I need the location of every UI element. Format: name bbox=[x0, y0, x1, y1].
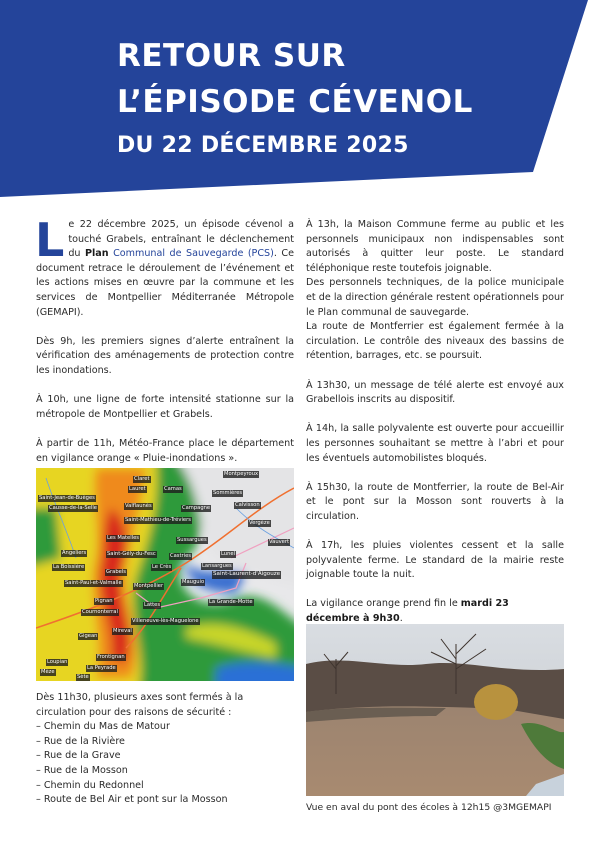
map-label: Mauguio bbox=[182, 579, 205, 585]
map-label: Mireval bbox=[113, 628, 132, 634]
paragraph-13h30: À 13h30, un message de télé alerte est envoyé aux Grabellois inscrits au dispositif. bbox=[306, 379, 564, 406]
paragraph-13h-road: La route de Montferrier est également fermée à la circulation. Le contrôle des niveaux des bassins de rétention, barrages, etc. se poursuit. bbox=[306, 321, 564, 362]
rain-radar-map bbox=[36, 468, 294, 681]
intro-paragraph: Le 22 décembre 2025, un épisode cévenol a touché Grabels, entraînant le déclenchement du Plan Communal de Sauvegarde (PCS). Ce document retrace le déroulement de l’événement et les actions mises en œuvre par la commune et les services de Montpellier Méditerranée Métropole (GEMAPI). bbox=[35, 213, 294, 318]
paragraph-15h30: À 15h30, la route de Montferrier, la route de Bel-Air et le pont sur la Mosson sont rouverts à la circulation. bbox=[306, 481, 564, 522]
map-label: Sussargues bbox=[177, 537, 207, 543]
flood-photo bbox=[306, 624, 564, 796]
map-label: La Boissière bbox=[53, 564, 85, 570]
paragraph-14h: À 14h, la salle polyvalente est ouverte pour accueillir les personnes souhaitant se mettre à l’abri et pour les éventuels automobilistes bloqués. bbox=[306, 423, 564, 464]
map-label: La Peyrade bbox=[87, 665, 116, 671]
map-label: Vauvert bbox=[269, 539, 290, 545]
map-label: Mèze bbox=[41, 669, 55, 675]
paragraph-9h: Dès 9h, les premiers signes d’alerte entraînent la vérification des aménagements de protection contre les inondations. bbox=[36, 335, 294, 376]
map-label: Gigean bbox=[79, 633, 98, 639]
map-label: Le Crès bbox=[152, 564, 172, 570]
map-label: Saint-Gély-du-Fesc bbox=[107, 551, 156, 557]
map-label: Lattes bbox=[144, 602, 161, 608]
paragraph-17h: À 17h, les pluies violentes cessent et la salle polyvalente ferme. Le standard de la mairie reste joignable toute la nuit. bbox=[306, 540, 564, 581]
paragraph-end: La vigilance orange prend fin le mardi 23 décembre à 9h30. bbox=[306, 598, 509, 625]
paragraph-10h: À 10h, une ligne de forte intensité stationne sur la métropole de Montpellier et Grabels. bbox=[36, 394, 294, 420]
page-title-line2: L’ÉPISODE CÉVENOL bbox=[117, 84, 473, 120]
road-closures bbox=[36, 691, 296, 808]
closure-item: – Chemin du Mas de Matour bbox=[36, 721, 170, 733]
map-label: Lunel bbox=[221, 551, 236, 557]
map-label: Valflaunès bbox=[125, 503, 152, 509]
map-label: Saint-Jean-de-Buèges bbox=[39, 495, 95, 501]
paragraph-11h: À partir de 11h, Météo-France place le département en vigilance orange « Pluie-inondations ». bbox=[36, 437, 294, 464]
right-column bbox=[306, 218, 564, 641]
map-label: Saint-Mathieu-de-Tréviers bbox=[125, 517, 191, 523]
map-label: Cournonterral bbox=[82, 609, 118, 615]
left-column bbox=[35, 213, 294, 481]
map-label: Grabels bbox=[106, 569, 126, 575]
closure-item: – Rue de la Rivière bbox=[36, 735, 125, 747]
map-label: Campagne bbox=[182, 505, 211, 511]
closure-item: – Chemin du Redonnel bbox=[36, 779, 144, 791]
closure-item: – Rue de la Grave bbox=[36, 750, 121, 762]
map-label: Castries bbox=[170, 553, 192, 559]
map-label: Vergèze bbox=[249, 520, 270, 526]
map-label: Montpellier bbox=[134, 583, 164, 589]
map-label: Lauret bbox=[129, 486, 146, 492]
map-label: Sommières bbox=[213, 490, 243, 496]
map-label: Camas bbox=[164, 486, 182, 492]
pcs-link[interactable]: Communal de Sauvegarde (PCS) bbox=[113, 248, 274, 260]
map-label: Villeneuve-lès-Maguelone bbox=[132, 618, 199, 624]
map-label: Saint-Paul-et-Valmalle bbox=[65, 580, 122, 586]
closure-item: – Route de Bel Air et pont sur la Mosson bbox=[36, 794, 228, 806]
map-label: Pignan bbox=[95, 598, 113, 604]
map-label: Angeliers bbox=[62, 550, 87, 556]
map-label: Les Matelles bbox=[107, 535, 139, 541]
map-label: La Grande-Motte bbox=[209, 599, 253, 605]
map-label: Frontignan bbox=[97, 654, 125, 660]
closure-item: – Rue de la Mosson bbox=[36, 764, 128, 776]
map-label: Loupian bbox=[47, 659, 68, 665]
map-label: Lansargues bbox=[202, 563, 232, 569]
map-label: Causse-de-la-Selle bbox=[49, 505, 97, 511]
drop-cap: L bbox=[35, 213, 65, 267]
page-subtitle: DU 22 DÉCEMBRE 2025 bbox=[117, 133, 409, 158]
map-label: Montpeyroux bbox=[224, 471, 259, 477]
map-label: Saint-Laurent-d'Aigouze bbox=[213, 571, 281, 577]
page-title-line1: RETOUR SUR bbox=[117, 38, 346, 74]
map-label: Calvisson bbox=[235, 502, 260, 508]
map-label: Sète bbox=[77, 674, 89, 680]
photo-caption: Vue en aval du pont des écoles à 12h15 @3MGEMAPI bbox=[306, 802, 552, 813]
map-label: Claret bbox=[134, 476, 150, 482]
paragraph-13h-staff: Des personnels techniques, de la police municipale et de la direction générale restent opérationnels pour le Plan communal de sauvegarde. bbox=[306, 277, 564, 318]
paragraph-13h: À 13h, la Maison Commune ferme au public et les personnels municipaux non indispensables sont autorisés à quitter leur poste. Le standard téléphonique reste toutefois joignable. bbox=[306, 219, 564, 274]
closures-intro: Dès 11h30, plusieurs axes sont fermés à la circulation pour des raisons de sécurité : bbox=[36, 692, 244, 718]
